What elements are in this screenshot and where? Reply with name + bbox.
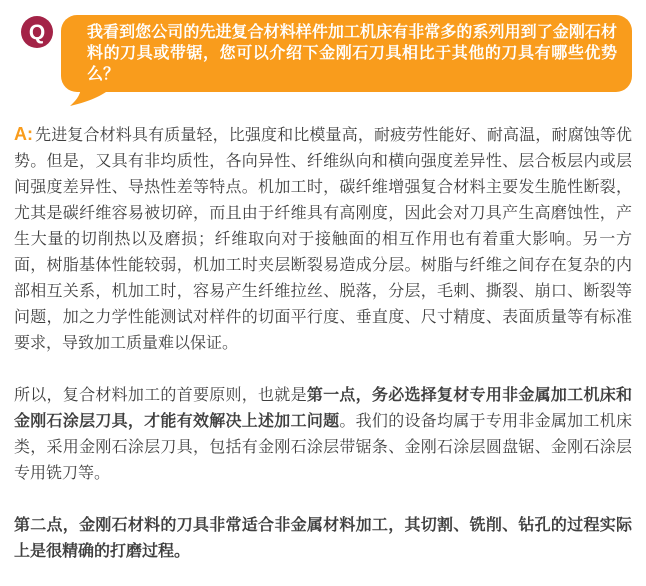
answer-segment-bold: 第一点，务必选择复材专用非金属加工机床和金刚石涂层刀具，才能有效解决上述加工问题 [14,387,632,430]
answer-paragraph [14,121,632,357]
answer-paragraph [14,513,632,565]
speech-tail-icon [70,86,116,106]
question-badge-label: Q [28,20,46,44]
answer-paragraph [14,383,632,487]
question-badge [21,16,53,48]
question-bubble [61,15,632,92]
answer-segment: 所以，复合材料加工的首要原则，也就是 [14,387,307,404]
question-text: 我看到您公司的先进复合材料样件加工机床有非常多的系列用到了金刚石材料的刀具或带锯，您可以介绍下金刚石刀具相比于其他的刀具有哪些优势么？ [87,24,617,83]
answer-paragraphs [14,121,632,565]
answer-segment: 先进复合材料具有质量轻，比强度和比模量高，耐疲劳性能好、耐高温，耐腐蚀等优势。但是，又具有非均质性，各向异性、纤维纵向和横向强度差异性、层合板层内或层间强度差异性、导热性差等特点。机加工时，碳纤维增强复合材料主要发生脆性断裂，尤其是碳纤维容易被切碎，而且由于纤维具有高刚度，因此会对刀具产生高磨蚀性，产生大量的切削热以及磨损；纤维取向对于接触面的相互作用也有着重大影响。另一方面，树脂基体性能较弱，机加工时夹层断裂易造成分层。树脂与纤维之间存在复杂的内部相互关系，机加工时，容易产生纤维拉丝、脱落，分层，毛刺、撕裂、崩口、断裂等问题，加之力学性能测试对样件的切面平行度、垂直度、尺寸精度、表面质量等有标准要求，导致加工质量难以保证。 [14,127,632,352]
answer-segment-bold: 第二点，金刚石材料的刀具非常适合非金属材料加工，其切割、铣削、钻孔的过程实际上是很精确的打磨过程。 [14,517,632,560]
answer-prefix: A: [14,124,33,144]
answer-segment: 。我们的设备均属于专用非金属加工机床类，采用金刚石涂层刀具，包括有金刚石涂层带锯条、金刚石涂层圆盘锯、金刚石涂层专用铣刀等。 [14,413,632,482]
answer-body [14,121,632,586]
